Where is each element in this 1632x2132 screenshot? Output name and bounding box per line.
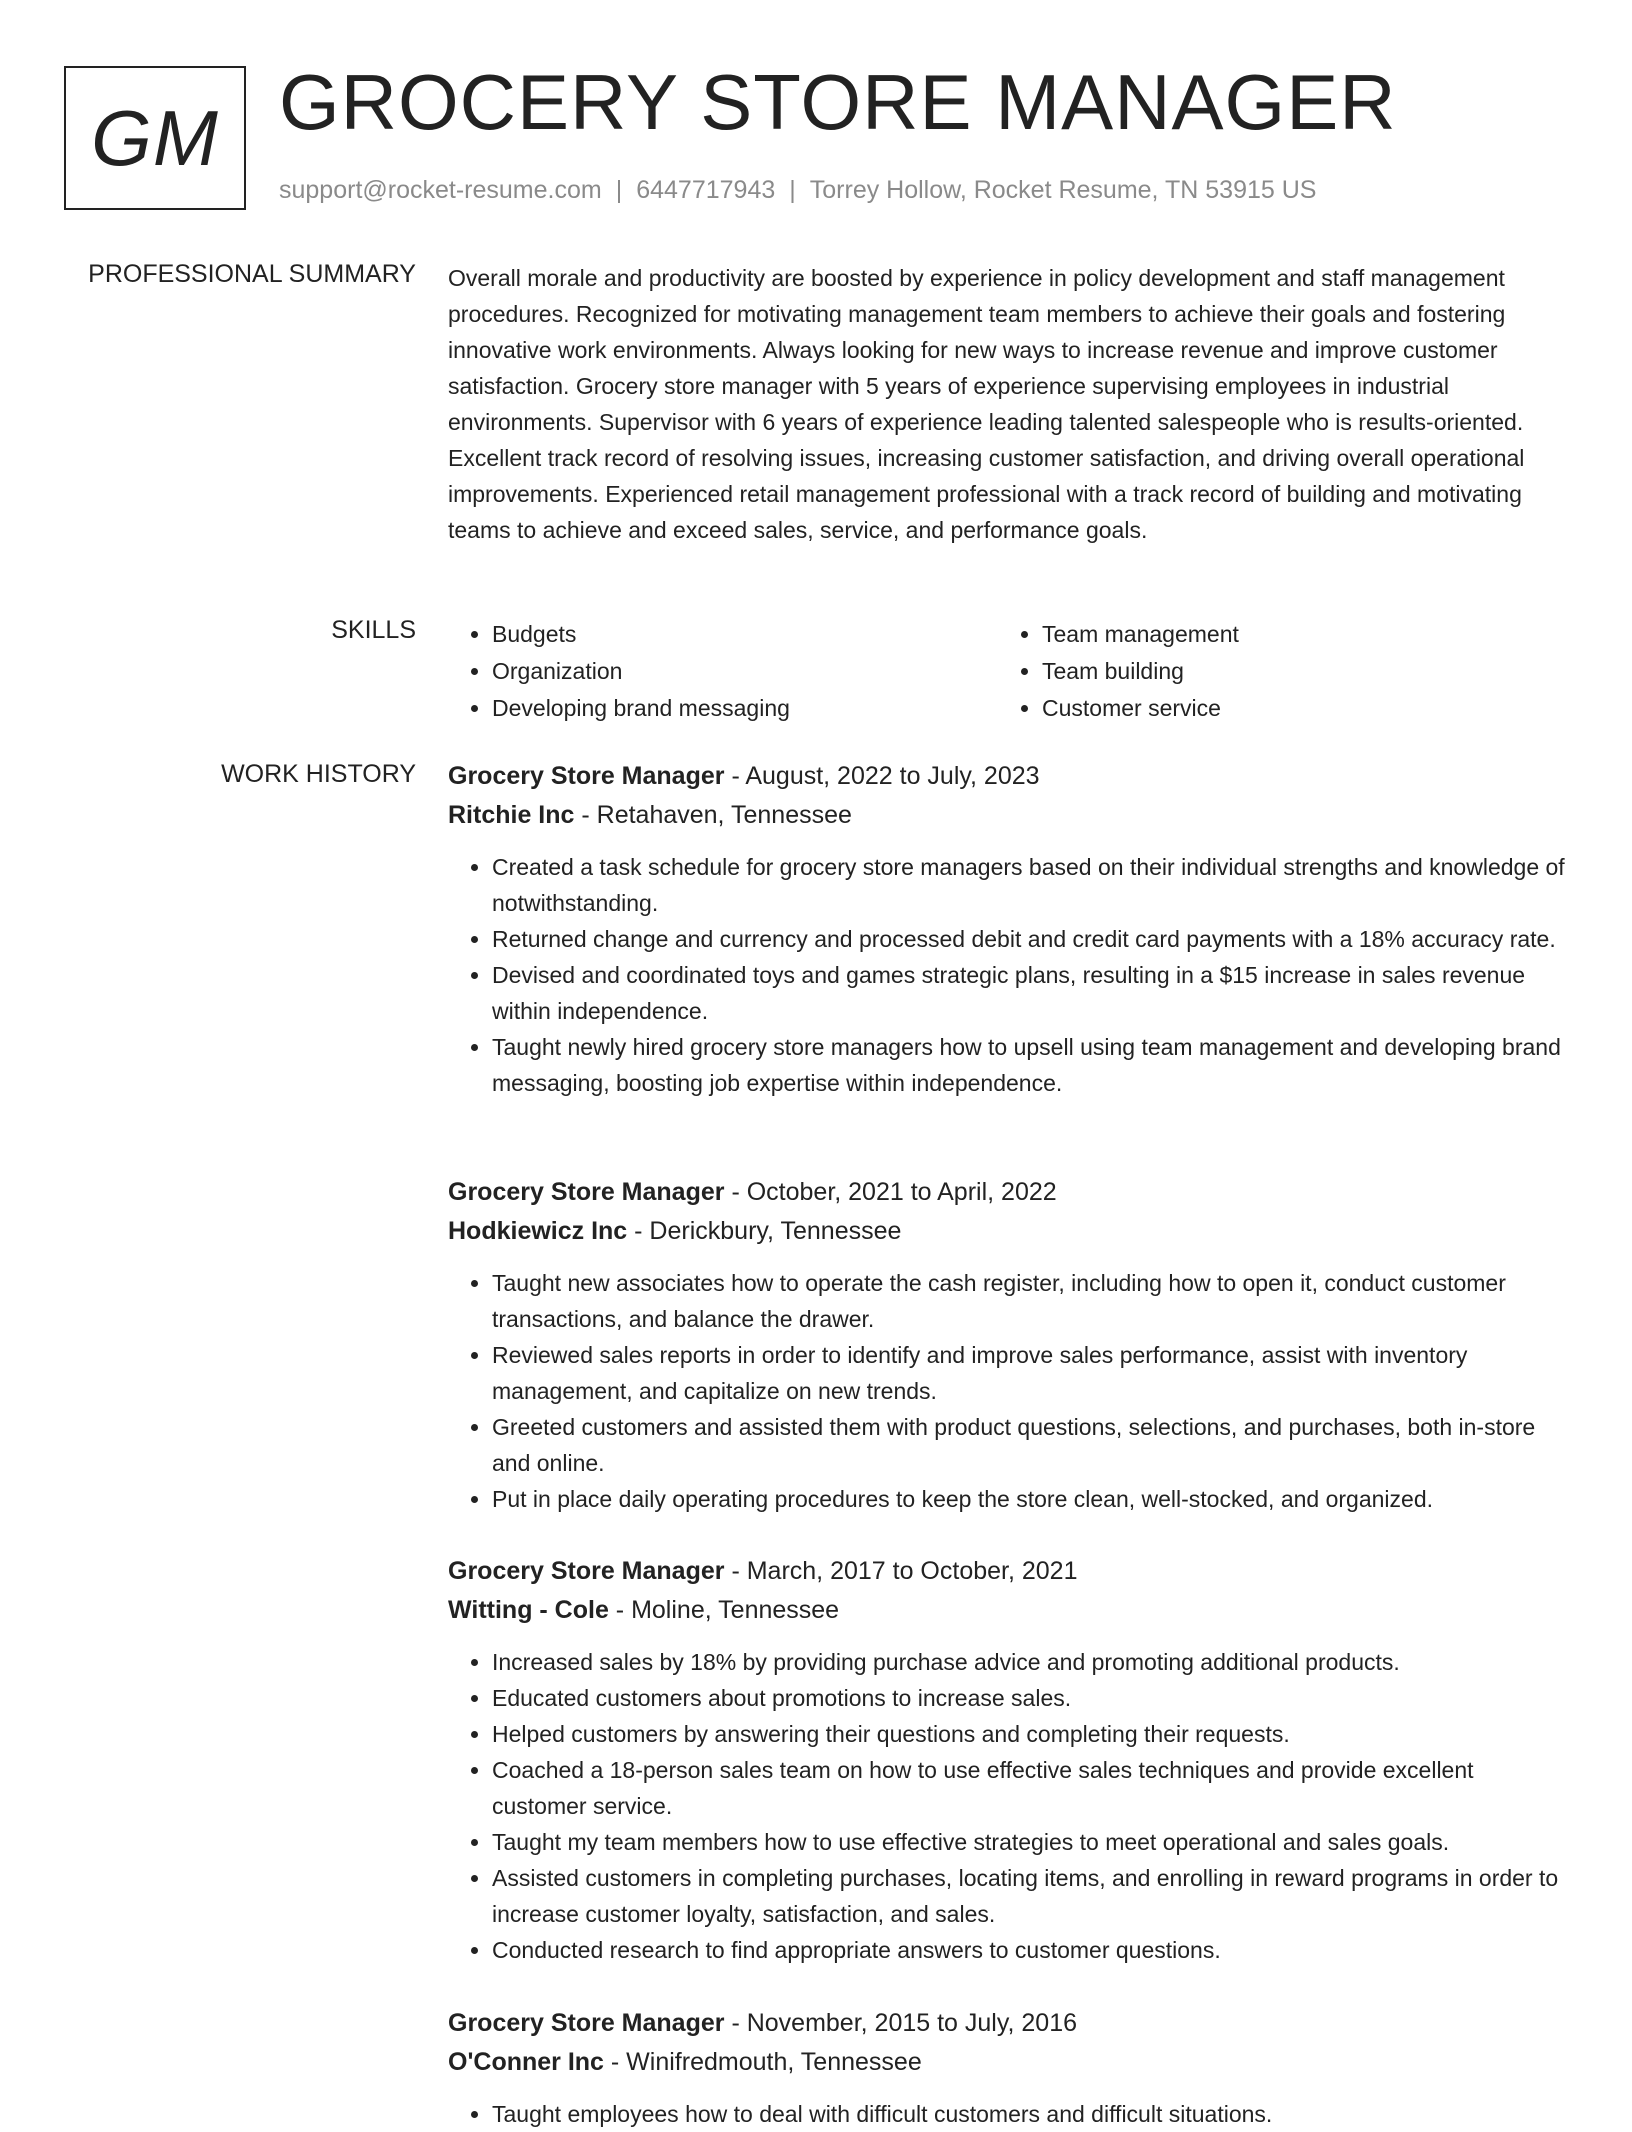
company-location: - Winifredmouth, Tennessee (603, 2048, 922, 2076)
job-entry (448, 757, 1572, 1101)
job-title-line (448, 1173, 1572, 1211)
section-label-skills: SKILLS (331, 616, 416, 644)
job-title: Grocery Store Manager (448, 1178, 725, 1206)
job-bullet: • Taught new associates how to operate the cash register, including how to open it, conduct customer transactions, and balance the drawer. (492, 1265, 1572, 1337)
job-bullets (448, 1265, 1572, 1517)
job-dates: - March, 2017 to October, 2021 (724, 1557, 1078, 1585)
job-title-line (448, 757, 1572, 795)
job-bullet: • Taught newly hired grocery store managers how to upsell using team management and developing brand messaging, boosting job expertise within independence. (492, 1029, 1572, 1101)
job-bullet: • Conducted research to find appropriate answers to customer questions. (492, 1932, 1572, 1968)
job-bullet: • Created a task schedule for grocery store managers based on their individual strengths and knowledge of notwithstanding. (492, 849, 1572, 921)
job-bullets (448, 2096, 1572, 2132)
skills-column-left (448, 616, 998, 727)
job-bullet: • Assisted customers in completing purchases, locating items, and enrolling in reward programs in order to increase customer loyalty, satisfaction, and sales. (492, 1860, 1572, 1932)
job-bullet: • Educated customers about promotions to increase sales. (492, 1680, 1572, 1716)
job-bullet: • Reviewed sales reports in order to identify and improve sales performance, assist with inventory management, and capitalize on new trends. (492, 1337, 1572, 1409)
skill-item: • Organization (492, 653, 998, 690)
job-bullet: • Greeted customers and assisted them with product questions, selections, and purchases, both in-store and online. (492, 1409, 1572, 1481)
company-name: Witting - Cole (448, 1596, 609, 1624)
page-title: GROCERY STORE MANAGER (279, 58, 1397, 146)
job-dates: - October, 2021 to April, 2022 (724, 1178, 1057, 1206)
job-entry (448, 1552, 1572, 1968)
skill-item: • Developing brand messaging (492, 690, 998, 727)
job-bullet: • Put in place daily operating procedures to keep the store clean, well-stocked, and organized. (492, 1481, 1572, 1517)
job-dates: - November, 2015 to July, 2016 (724, 2009, 1078, 2037)
section-label-summary: PROFESSIONAL SUMMARY (88, 260, 416, 288)
job-title-line (448, 2004, 1572, 2042)
summary-text: Overall morale and productivity are boosted by experience in policy development and staff management procedures. Recognized for motivating management team members to achieve their goals and fostering innovative work environments. Always looking for new ways to increase revenue and improve customer satisfaction. Grocery store manager with 5 years of experience supervising employees in industrial environments. Supervisor with 6 years of experience leading talented salespeople who is results-oriented. Excellent track record of resolving issues, increasing customer satisfaction, and driving overall operational improvements. Experienced retail management professional with a track record of building and motivating teams to achieve and exceed sales, service, and performance goals. (448, 265, 1525, 543)
contact-address: Torrey Hollow, Rocket Resume, TN 53915 US (809, 176, 1317, 204)
company-name: Ritchie Inc (448, 801, 575, 829)
job-bullets (448, 1644, 1572, 1968)
company-name: O'Conner Inc (448, 2048, 604, 2076)
company-location: - Derickbury, Tennessee (627, 1217, 902, 1245)
skill-item: • Team management (1042, 616, 1548, 653)
contact-phone: 6447717943 (636, 176, 776, 204)
skills-column-right (998, 616, 1548, 727)
job-title: Grocery Store Manager (448, 1557, 725, 1585)
company-name: Hodkiewicz Inc (448, 1217, 628, 1245)
company-location: - Retahaven, Tennessee (574, 801, 852, 829)
company-line (448, 2042, 1572, 2082)
contact-separator: | (789, 176, 796, 204)
job-bullet: • Increased sales by 18% by providing purchase advice and promoting additional products. (492, 1644, 1572, 1680)
contact-line (279, 176, 1316, 205)
job-bullet: • Returned change and currency and processed debit and credit card payments with a 18% accuracy rate. (492, 921, 1572, 957)
company-line (448, 795, 1572, 835)
skills-list (448, 616, 1558, 727)
job-title: Grocery Store Manager (448, 2009, 725, 2037)
contact-separator: | (615, 176, 623, 204)
job-bullet: • Taught employees how to deal with difficult customers and difficult situations. (492, 2096, 1572, 2132)
job-bullet: • Helped customers by answering their questions and completing their requests. (492, 1716, 1572, 1752)
job-dates: - August, 2022 to July, 2023 (724, 762, 1040, 790)
skill-item: • Budgets (492, 616, 998, 653)
company-line (448, 1211, 1572, 1251)
contact-email: support@rocket-resume.com (279, 176, 602, 204)
skill-item: • Customer service (1042, 690, 1548, 727)
job-bullet: • Devised and coordinated toys and games strategic plans, resulting in a $15 increase in sales revenue within independence. (492, 957, 1572, 1029)
job-bullet: • Coached a 18-person sales team on how to use effective sales techniques and provide excellent customer service. (492, 1752, 1572, 1824)
job-bullet: • Taught my team members how to use effective strategies to meet operational and sales goals. (492, 1824, 1572, 1860)
monogram-initials: GM (64, 66, 246, 210)
job-title-line (448, 1552, 1572, 1590)
skill-item: • Team building (1042, 653, 1548, 690)
job-bullets (448, 849, 1572, 1101)
job-title: Grocery Store Manager (448, 762, 725, 790)
section-label-work-history: WORK HISTORY (221, 760, 416, 788)
job-entry (448, 1173, 1572, 1517)
job-entry (448, 2004, 1572, 2132)
company-location: - Moline, Tennessee (608, 1596, 840, 1624)
company-line (448, 1590, 1572, 1630)
